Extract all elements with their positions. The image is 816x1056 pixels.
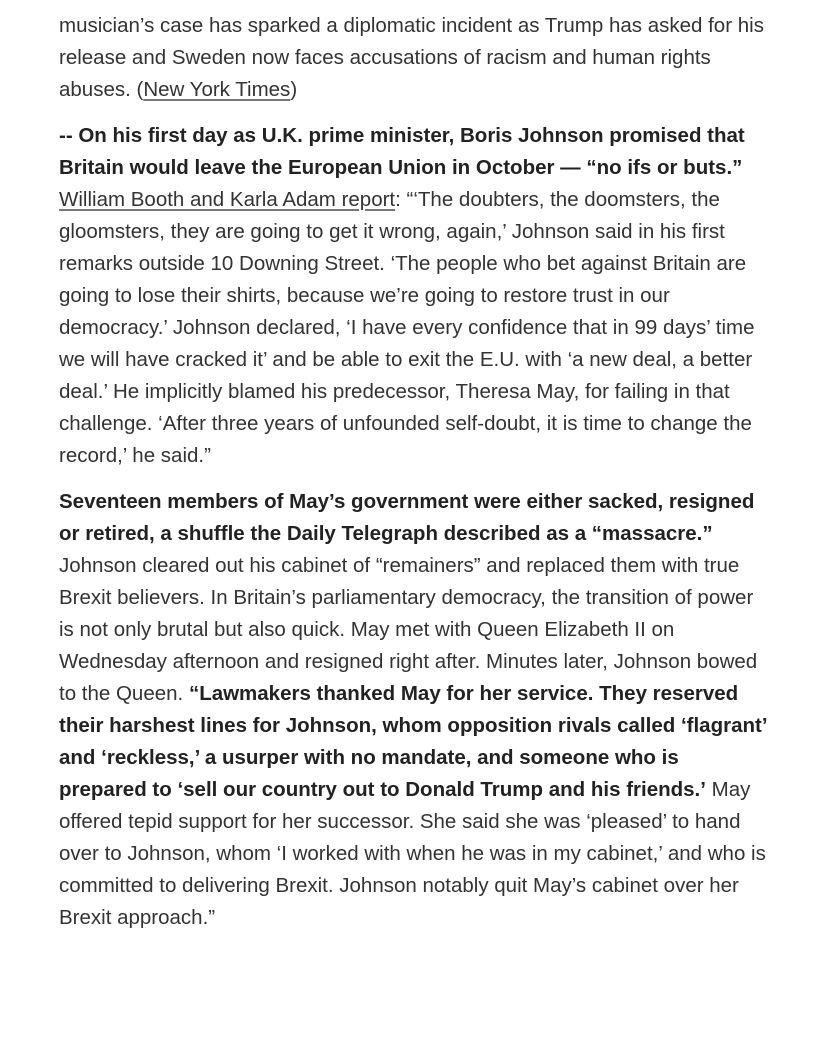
paragraph-text: : “‘The doubters, the doomsters, the gloomsters, they are going to get it wrong, again,’ Johnson said in his first remarks outside 10 Downing Street. ‘The people who bet against Britain are going to lose their shirts, because we’re going to restore trust in our democracy.’ Johnson declared, ‘I have every confidence that in 99 days’ time we will have cracked it’ and be able to exit the E.U. with ‘a new deal, a better deal.’ He implicitly blamed his predecessor, Theresa May, for failing in that challenge. ‘After three years of unfounded self-doubt, it is time to change the record,’ he said.” [59,188,755,467]
paragraph-text: May offered tepid support for her successor. She said she was ‘pleased’ to hand over to Johnson, whom ‘I worked with when he was in my cabinet,’ and who is committed to delivering Brexit. Johnson notably quit May’s cabinet over her Brexit approach.” [59,778,766,929]
article-body [59,10,769,948]
paragraph-musician-case [59,10,769,106]
paragraph-text: Johnson cleared out his cabinet of “remainers” and replaced them with true Brexit believers. In Britain’s parliamentary democracy, the transition of power is not only brutal but also quick. May met with Queen Elizabeth II on Wednesday afternoon and resigned right after. Minutes later, Johnson bowed to the Queen. [59,554,758,705]
booth-adam-report-link[interactable]: William Booth and Karla Adam report [59,188,396,211]
bold-quote: “Lawmakers thanked May for her service. They reserved their harshest lines for Johnson, whom opposition rivals called ‘flagrant’ and ‘reckless,’ a usurper with no mandate, and someone who is prepared to ‘sell our country out to Donald Trump and his friends.’ [59,682,767,801]
paragraph-boris-johnson [59,120,769,472]
paragraph-text: musician’s case has sparked a diplomatic incident as Trump has asked for his release and Sweden now faces accusations of racism and human rights abuses. ( [59,14,764,101]
new-york-times-link[interactable]: New York Times [143,78,291,101]
bold-lead: Seventeen members of May’s government were either sacked, resigned or retired, a shuffle the Daily Telegraph described as a “massacre.” [59,490,755,545]
paragraph-text: ) [290,78,298,101]
paragraph-cabinet-shuffle [59,486,769,934]
bold-lead: -- On his first day as U.K. prime minister, Boris Johnson promised that Britain would leave the European Union in October — “no ifs or buts.” [59,124,745,179]
